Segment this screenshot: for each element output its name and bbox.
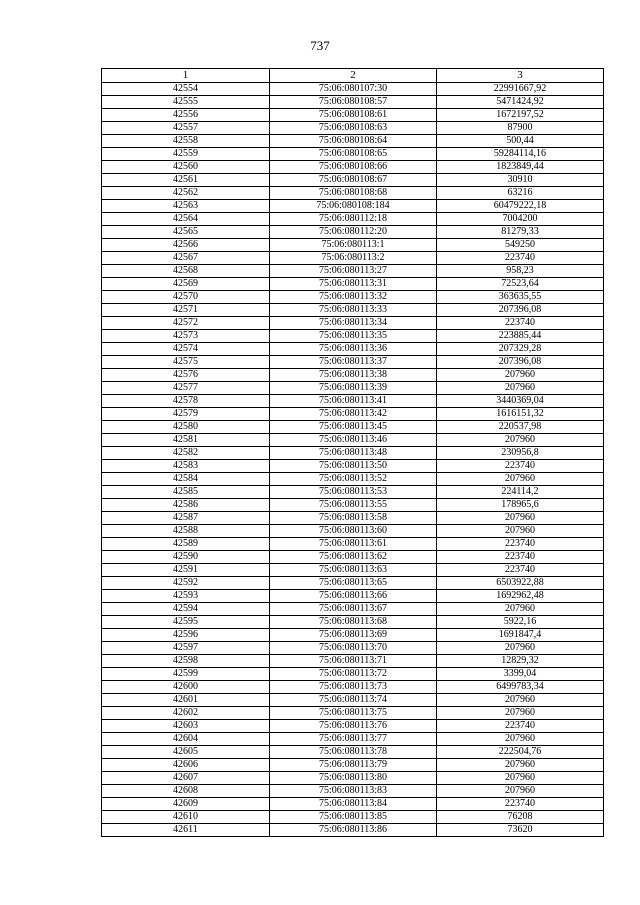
- value-cell: 207960: [437, 603, 604, 616]
- table-row: [102, 538, 604, 551]
- row-number-cell: 42605: [102, 746, 270, 759]
- row-number-cell: 42599: [102, 668, 270, 681]
- cadastral-number-cell: 75:06:080113:53: [270, 486, 437, 499]
- table-row: [102, 525, 604, 538]
- cadastral-number-cell: 75:06:080113:50: [270, 460, 437, 473]
- row-number-cell: 42582: [102, 447, 270, 460]
- table-row: [102, 642, 604, 655]
- cadastral-number-cell: 75:06:080113:34: [270, 317, 437, 330]
- table-row: [102, 681, 604, 694]
- value-cell: 6499783,34: [437, 681, 604, 694]
- table-row: [102, 356, 604, 369]
- table-row: [102, 122, 604, 135]
- row-number-cell: 42567: [102, 252, 270, 265]
- table-row: [102, 395, 604, 408]
- cadastral-number-cell: 75:06:080113:85: [270, 811, 437, 824]
- value-cell: 5471424,92: [437, 96, 604, 109]
- table-row: [102, 187, 604, 200]
- value-cell: 1692962,48: [437, 590, 604, 603]
- row-number-cell: 42606: [102, 759, 270, 772]
- row-number-cell: 42607: [102, 772, 270, 785]
- cadastral-number-cell: 75:06:080113:69: [270, 629, 437, 642]
- table-row: [102, 616, 604, 629]
- row-number-cell: 42577: [102, 382, 270, 395]
- row-number-cell: 42596: [102, 629, 270, 642]
- table-body: [102, 83, 604, 837]
- value-cell: 76208: [437, 811, 604, 824]
- row-number-cell: 42600: [102, 681, 270, 694]
- value-cell: 223740: [437, 538, 604, 551]
- table-row: [102, 265, 604, 278]
- value-cell: 222504,76: [437, 746, 604, 759]
- cadastral-number-cell: 75:06:080113:46: [270, 434, 437, 447]
- cadastral-number-cell: 75:06:080113:72: [270, 668, 437, 681]
- row-number-cell: 42573: [102, 330, 270, 343]
- cadastral-number-cell: 75:06:080112:18: [270, 213, 437, 226]
- table-row: [102, 824, 604, 837]
- table-row: [102, 811, 604, 824]
- row-number-cell: 42588: [102, 525, 270, 538]
- table-row: [102, 785, 604, 798]
- value-cell: 207329,28: [437, 343, 604, 356]
- table-row: [102, 512, 604, 525]
- cadastral-number-cell: 75:06:080108:57: [270, 96, 437, 109]
- page-number: 737: [310, 38, 330, 53]
- cadastral-number-cell: 75:06:080113:2: [270, 252, 437, 265]
- value-cell: 207960: [437, 512, 604, 525]
- table-row: [102, 408, 604, 421]
- row-number-cell: 42592: [102, 577, 270, 590]
- value-cell: 87900: [437, 122, 604, 135]
- column-header-1: 1: [102, 69, 270, 83]
- row-number-cell: 42594: [102, 603, 270, 616]
- table-row: [102, 746, 604, 759]
- cadastral-number-cell: 75:06:080113:60: [270, 525, 437, 538]
- value-cell: 12829,32: [437, 655, 604, 668]
- row-number-cell: 42595: [102, 616, 270, 629]
- cadastral-number-cell: 75:06:080113:32: [270, 291, 437, 304]
- table-row: [102, 200, 604, 213]
- value-cell: 1672197,52: [437, 109, 604, 122]
- row-number-cell: 42571: [102, 304, 270, 317]
- cadastral-number-cell: 75:06:080113:45: [270, 421, 437, 434]
- cadastral-number-cell: 75:06:080108:67: [270, 174, 437, 187]
- cadastral-number-cell: 75:06:080108:63: [270, 122, 437, 135]
- cadastral-number-cell: 75:06:080113:55: [270, 499, 437, 512]
- table-row: [102, 317, 604, 330]
- cadastral-number-cell: 75:06:080113:77: [270, 733, 437, 746]
- table-row: [102, 707, 604, 720]
- cadastral-number-cell: 75:06:080113:83: [270, 785, 437, 798]
- value-cell: 223740: [437, 551, 604, 564]
- table-row: [102, 226, 604, 239]
- table-row: [102, 148, 604, 161]
- cadastral-number-cell: 75:06:080113:76: [270, 720, 437, 733]
- cadastral-number-cell: 75:06:080113:63: [270, 564, 437, 577]
- cadastral-number-cell: 75:06:080113:71: [270, 655, 437, 668]
- table-row: [102, 213, 604, 226]
- cadastral-number-cell: 75:06:080108:65: [270, 148, 437, 161]
- value-cell: 207960: [437, 759, 604, 772]
- row-number-cell: 42604: [102, 733, 270, 746]
- cadastral-number-cell: 75:06:080113:75: [270, 707, 437, 720]
- value-cell: 59284114,16: [437, 148, 604, 161]
- value-cell: 7004200: [437, 213, 604, 226]
- value-cell: 207960: [437, 694, 604, 707]
- column-header-3: 3: [437, 69, 604, 83]
- value-cell: 207960: [437, 642, 604, 655]
- table-row: [102, 109, 604, 122]
- cadastral-number-cell: 75:06:080113:70: [270, 642, 437, 655]
- row-number-cell: 42566: [102, 239, 270, 252]
- value-cell: 30910: [437, 174, 604, 187]
- value-cell: 1691847,4: [437, 629, 604, 642]
- table-row: [102, 278, 604, 291]
- table-row: [102, 499, 604, 512]
- table-row: [102, 655, 604, 668]
- value-cell: 1616151,32: [437, 408, 604, 421]
- value-cell: 207960: [437, 772, 604, 785]
- value-cell: 500,44: [437, 135, 604, 148]
- value-cell: 207960: [437, 525, 604, 538]
- cadastral-number-cell: 75:06:080113:39: [270, 382, 437, 395]
- row-number-cell: 42570: [102, 291, 270, 304]
- row-number-cell: 42611: [102, 824, 270, 837]
- table-row: [102, 733, 604, 746]
- row-number-cell: 42556: [102, 109, 270, 122]
- row-number-cell: 42560: [102, 161, 270, 174]
- header-row: [102, 69, 604, 83]
- row-number-cell: 42581: [102, 434, 270, 447]
- table-row: [102, 759, 604, 772]
- row-number-cell: 42585: [102, 486, 270, 499]
- table-row: [102, 83, 604, 96]
- row-number-cell: 42576: [102, 369, 270, 382]
- column-header-2: 2: [270, 69, 437, 83]
- row-number-cell: 42569: [102, 278, 270, 291]
- cadastral-number-cell: 75:06:080113:80: [270, 772, 437, 785]
- value-cell: 207960: [437, 382, 604, 395]
- row-number-cell: 42575: [102, 356, 270, 369]
- row-number-cell: 42584: [102, 473, 270, 486]
- value-cell: 223740: [437, 798, 604, 811]
- table-row: [102, 551, 604, 564]
- row-number-cell: 42574: [102, 343, 270, 356]
- row-number-cell: 42602: [102, 707, 270, 720]
- row-number-cell: 42558: [102, 135, 270, 148]
- row-number-cell: 42572: [102, 317, 270, 330]
- value-cell: 230956,8: [437, 447, 604, 460]
- table-row: [102, 369, 604, 382]
- table-row: [102, 447, 604, 460]
- value-cell: 60479222,18: [437, 200, 604, 213]
- cadastral-number-cell: 75:06:080113:68: [270, 616, 437, 629]
- value-cell: 223740: [437, 564, 604, 577]
- table-row: [102, 629, 604, 642]
- value-cell: 73620: [437, 824, 604, 837]
- table-row: [102, 590, 604, 603]
- cadastral-number-cell: 75:06:080113:58: [270, 512, 437, 525]
- cadastral-number-cell: 75:06:080113:84: [270, 798, 437, 811]
- cadastral-number-cell: 75:06:080108:184: [270, 200, 437, 213]
- table-row: [102, 421, 604, 434]
- value-cell: 223740: [437, 720, 604, 733]
- table-row: [102, 135, 604, 148]
- table-row: [102, 798, 604, 811]
- row-number-cell: 42554: [102, 83, 270, 96]
- row-number-cell: 42591: [102, 564, 270, 577]
- row-number-cell: 42610: [102, 811, 270, 824]
- cadastral-number-cell: 75:06:080113:66: [270, 590, 437, 603]
- table-row: [102, 668, 604, 681]
- value-cell: 958,23: [437, 265, 604, 278]
- cadastral-number-cell: 75:06:080113:67: [270, 603, 437, 616]
- row-number-cell: 42578: [102, 395, 270, 408]
- value-cell: 207960: [437, 434, 604, 447]
- value-cell: 223885,44: [437, 330, 604, 343]
- registry-table: [101, 68, 604, 837]
- cadastral-number-cell: 75:06:080107:30: [270, 83, 437, 96]
- table-row: [102, 772, 604, 785]
- value-cell: 5922,16: [437, 616, 604, 629]
- cadastral-number-cell: 75:06:080113:78: [270, 746, 437, 759]
- value-cell: 224114,2: [437, 486, 604, 499]
- value-cell: 22991667,92: [437, 83, 604, 96]
- value-cell: 207960: [437, 707, 604, 720]
- cadastral-number-cell: 75:06:080108:66: [270, 161, 437, 174]
- table-row: [102, 720, 604, 733]
- value-cell: 363635,55: [437, 291, 604, 304]
- row-number-cell: 42583: [102, 460, 270, 473]
- cadastral-number-cell: 75:06:080113:37: [270, 356, 437, 369]
- cadastral-number-cell: 75:06:080113:52: [270, 473, 437, 486]
- table-row: [102, 473, 604, 486]
- row-number-cell: 42589: [102, 538, 270, 551]
- row-number-cell: 42593: [102, 590, 270, 603]
- table-row: [102, 343, 604, 356]
- value-cell: 207960: [437, 733, 604, 746]
- table-header: [102, 69, 604, 83]
- value-cell: 207960: [437, 785, 604, 798]
- table-row: [102, 174, 604, 187]
- cadastral-number-cell: 75:06:080108:61: [270, 109, 437, 122]
- value-cell: 81279,33: [437, 226, 604, 239]
- cadastral-number-cell: 75:06:080108:68: [270, 187, 437, 200]
- cadastral-number-cell: 75:06:080113:41: [270, 395, 437, 408]
- row-number-cell: 42587: [102, 512, 270, 525]
- row-number-cell: 42603: [102, 720, 270, 733]
- table-row: [102, 460, 604, 473]
- cadastral-number-cell: 75:06:080113:38: [270, 369, 437, 382]
- cadastral-number-cell: 75:06:080113:31: [270, 278, 437, 291]
- value-cell: 178965,6: [437, 499, 604, 512]
- table-row: [102, 694, 604, 707]
- table-row: [102, 291, 604, 304]
- value-cell: 3399,04: [437, 668, 604, 681]
- table-row: [102, 603, 604, 616]
- row-number-cell: 42557: [102, 122, 270, 135]
- cadastral-number-cell: 75:06:080108:64: [270, 135, 437, 148]
- value-cell: 220537,98: [437, 421, 604, 434]
- row-number-cell: 42597: [102, 642, 270, 655]
- value-cell: 3440369,04: [437, 395, 604, 408]
- cadastral-number-cell: 75:06:080113:36: [270, 343, 437, 356]
- value-cell: 549250: [437, 239, 604, 252]
- value-cell: 1823849,44: [437, 161, 604, 174]
- value-cell: 6503922,88: [437, 577, 604, 590]
- cadastral-number-cell: 75:06:080113:1: [270, 239, 437, 252]
- cadastral-number-cell: 75:06:080113:65: [270, 577, 437, 590]
- value-cell: 207396,08: [437, 356, 604, 369]
- table-row: [102, 330, 604, 343]
- table-row: [102, 96, 604, 109]
- row-number-cell: 42562: [102, 187, 270, 200]
- value-cell: 207960: [437, 473, 604, 486]
- value-cell: 223740: [437, 317, 604, 330]
- table-row: [102, 577, 604, 590]
- table-row: [102, 304, 604, 317]
- table-row: [102, 252, 604, 265]
- cadastral-number-cell: 75:06:080113:74: [270, 694, 437, 707]
- table-row: [102, 434, 604, 447]
- row-number-cell: 42601: [102, 694, 270, 707]
- cadastral-number-cell: 75:06:080113:35: [270, 330, 437, 343]
- cadastral-number-cell: 75:06:080113:79: [270, 759, 437, 772]
- row-number-cell: 42580: [102, 421, 270, 434]
- value-cell: 207960: [437, 369, 604, 382]
- value-cell: 223740: [437, 460, 604, 473]
- table-row: [102, 564, 604, 577]
- cadastral-number-cell: 75:06:080113:62: [270, 551, 437, 564]
- row-number-cell: 42559: [102, 148, 270, 161]
- row-number-cell: 42586: [102, 499, 270, 512]
- cadastral-number-cell: 75:06:080113:86: [270, 824, 437, 837]
- table-row: [102, 161, 604, 174]
- cadastral-number-cell: 75:06:080113:73: [270, 681, 437, 694]
- cadastral-number-cell: 75:06:080113:48: [270, 447, 437, 460]
- table-row: [102, 382, 604, 395]
- row-number-cell: 42555: [102, 96, 270, 109]
- row-number-cell: 42568: [102, 265, 270, 278]
- value-cell: 207396,08: [437, 304, 604, 317]
- cadastral-number-cell: 75:06:080113:42: [270, 408, 437, 421]
- value-cell: 63216: [437, 187, 604, 200]
- table-row: [102, 486, 604, 499]
- value-cell: 223740: [437, 252, 604, 265]
- cadastral-number-cell: 75:06:080113:27: [270, 265, 437, 278]
- row-number-cell: 42608: [102, 785, 270, 798]
- row-number-cell: 42590: [102, 551, 270, 564]
- row-number-cell: 42561: [102, 174, 270, 187]
- row-number-cell: 42565: [102, 226, 270, 239]
- row-number-cell: 42598: [102, 655, 270, 668]
- row-number-cell: 42563: [102, 200, 270, 213]
- value-cell: 72523,64: [437, 278, 604, 291]
- table-row: [102, 239, 604, 252]
- cadastral-number-cell: 75:06:080112:20: [270, 226, 437, 239]
- row-number-cell: 42609: [102, 798, 270, 811]
- cadastral-number-cell: 75:06:080113:33: [270, 304, 437, 317]
- row-number-cell: 42564: [102, 213, 270, 226]
- cadastral-number-cell: 75:06:080113:61: [270, 538, 437, 551]
- row-number-cell: 42579: [102, 408, 270, 421]
